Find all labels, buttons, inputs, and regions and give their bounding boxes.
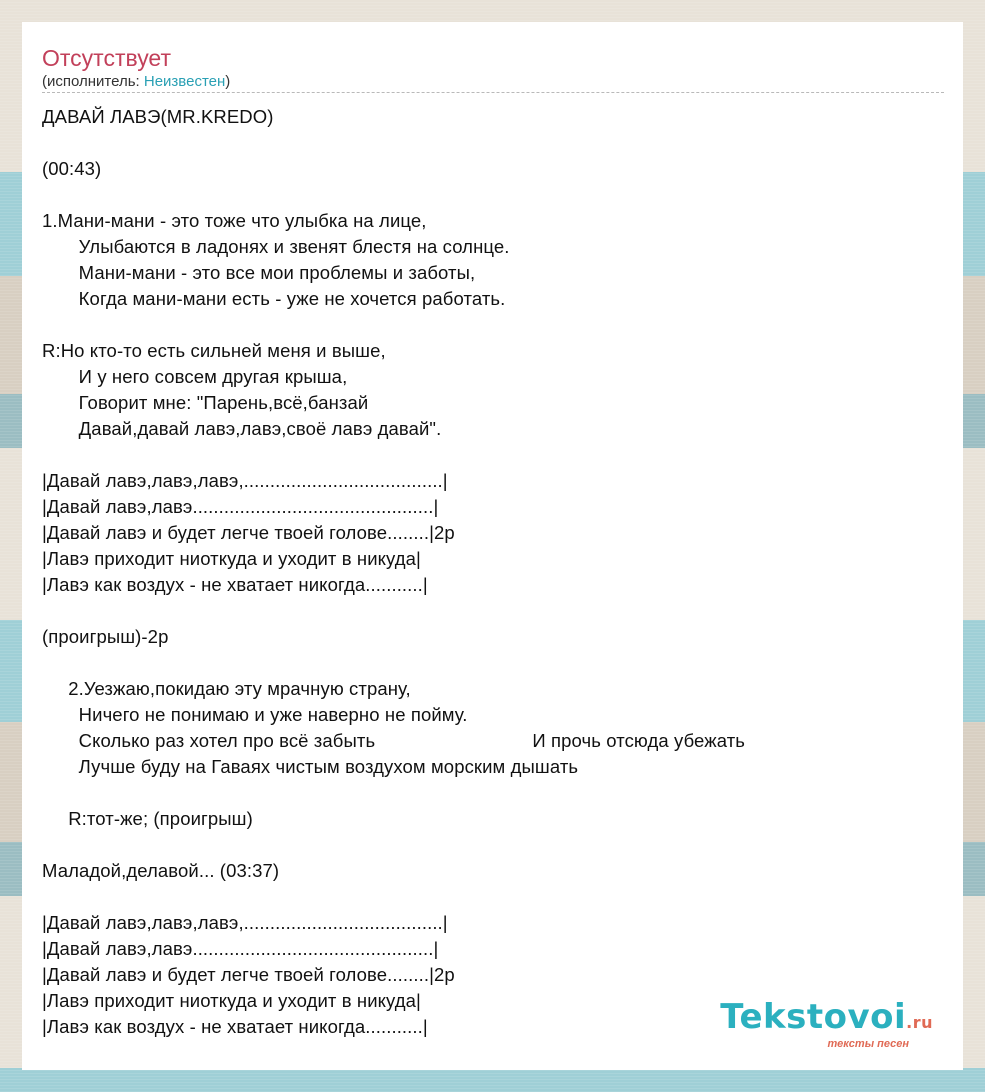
divider (42, 92, 944, 93)
lyric-line: Ничего не понимаю и уже наверно не пойму. (42, 704, 468, 725)
blank-line (42, 884, 942, 910)
lyrics-card (22, 22, 963, 1070)
blank-line (42, 312, 942, 338)
blank-line (42, 650, 942, 676)
logo-tld: .ru (906, 1013, 933, 1032)
site-logo[interactable] (720, 997, 933, 1050)
logo-name: Tekstovoi (720, 997, 907, 1037)
lyric-line: R:тот-же; (проигрыш) (42, 808, 253, 829)
lyric-line: |Лавэ как воздух - не хватает никогда...........| (42, 574, 428, 595)
lyric-line: И у него совсем другая крыша, (42, 366, 348, 387)
artist-link[interactable]: Неизвестен (143, 73, 226, 90)
lyric-line: |Давай лавэ,лавэ,лавэ,......................................| (42, 912, 448, 933)
lyric-line: Давай,давай лавэ,лавэ,своё лавэ давай". (42, 418, 442, 439)
lyric-line: |Давай лавэ и будет легче твоей голове........|2р (42, 522, 455, 543)
lyric-line: ДАВАЙ ЛАВЭ(MR.KREDO) (42, 106, 274, 127)
lyric-line: Сколько раз хотел про всё забыть И прочь отсюда убежать (42, 730, 746, 751)
lyric-line: |Давай лавэ,лавэ,лавэ,......................................| (42, 470, 448, 491)
lyric-line: |Лавэ как воздух - не хватает никогда...........| (42, 1016, 428, 1037)
logo-tagline: тексты песен (827, 1038, 909, 1050)
blank-line (42, 780, 942, 806)
blank-line (42, 130, 942, 156)
lyric-line: 2.Уезжаю,покидаю эту мрачную страну, (42, 678, 411, 699)
lyric-line: Улыбаются в ладонях и звенят блестя на солнце. (42, 236, 510, 257)
blank-line (42, 598, 942, 624)
lyric-line: |Давай лавэ и будет легче твоей голове........|2р (42, 964, 455, 985)
lyrics-text (42, 104, 942, 1040)
artist-prefix: (исполнитель: (42, 73, 144, 90)
blank-line (42, 182, 942, 208)
artist-line (42, 73, 230, 91)
lyric-line: (проигрыш)-2р (42, 626, 169, 647)
lyric-line: |Давай лавэ,лавэ..............................................| (42, 496, 439, 517)
lyric-line: Когда мани-мани есть - уже не хочется работать. (42, 288, 506, 309)
lyric-line: |Давай лавэ,лавэ..............................................| (42, 938, 439, 959)
song-title: Отсутствует (42, 45, 171, 71)
artist-suffix: ) (225, 73, 231, 90)
lyric-line: (00:43) (42, 158, 102, 179)
lyric-line: R:Но кто-то есть сильней меня и выше, (42, 340, 386, 361)
lyric-line: |Лавэ приходит ниоткуда и уходит в никуда| (42, 990, 421, 1011)
lyric-line: Лучше буду на Гаваях чистым воздухом морским дышать (42, 756, 579, 777)
lyric-line: Мани-мани - это все мои проблемы и заботы, (42, 262, 476, 283)
blank-line (42, 832, 942, 858)
blank-line (42, 442, 942, 468)
lyric-line: 1.Мани-мани - это тоже что улыбка на лице, (42, 210, 427, 231)
lyric-line: Маладой,делавой... (03:37) (42, 860, 280, 881)
lyric-line: Говорит мне: "Парень,всё,банзай (42, 392, 369, 413)
lyric-line: |Лавэ приходит ниоткуда и уходит в никуда| (42, 548, 421, 569)
